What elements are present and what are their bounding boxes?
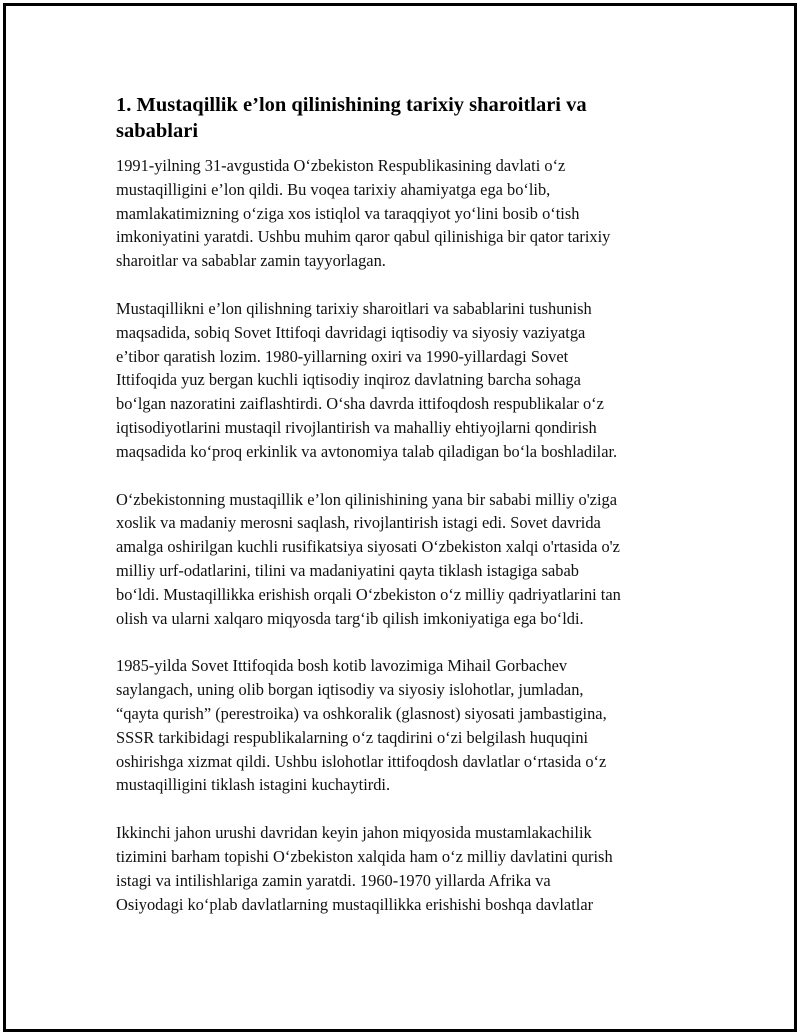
paragraph-line: tizimini barham topishi O‘zbekiston xalqida ham o‘z milliy davlatini qurish: [116, 846, 613, 866]
paragraph-line: Ittifoqida yuz bergan kuchli iqtisodiy inqiroz davlatning barcha sohaga: [116, 370, 581, 390]
section-heading: [116, 92, 686, 144]
paragraph-line: maqsadida, sobiq Sovet Ittifoqi davridagi iqtisodiy va siyosiy vaziyatga: [116, 322, 586, 342]
paragraph-line: mamlakatimizning o‘ziga xos istiqlol va taraqqiyot yo‘lini bosib o‘tish: [116, 203, 580, 223]
paragraph-2: [116, 297, 686, 464]
paragraph-1: [116, 154, 686, 273]
paragraph-line: sharoitlar va sabablar zamin tayyorlagan.: [116, 251, 386, 271]
paragraph-line: mustaqilligini tiklash istagini kuchaytirdi.: [116, 775, 391, 795]
heading-line: 1. Mustaqillik e’lon qilinishining tarixiy sharoitlari va: [116, 94, 587, 116]
paragraph-line: xoslik va madaniy merosni saqlash, rivojlantirish istagi edi. Sovet davrida: [116, 513, 601, 533]
paragraph-line: olish va ularni xalqaro miqyosda targ‘ib qilish imkoniyatiga ega bo‘ldi.: [116, 608, 584, 628]
paragraph-line: SSSR tarkibidagi respublikalarning o‘z taqdirini o‘zi belgilash huquqini: [116, 727, 589, 747]
paragraph-line: “qayta qurish” (perestroika) va oshkoralik (glasnost) siyosati jambastigina,: [116, 703, 607, 723]
paragraph-line: Ikkinchi jahon urushi davridan keyin jahon miqyosida mustamlakachilik: [116, 823, 592, 843]
paragraph-line: Mustaqillikni e’lon qilishning tarixiy sharoitlari va sabablarini tushunish: [116, 298, 592, 318]
paragraph-line: Osiyodagi ko‘plab davlatlarning mustaqillikka erishishi boshqa davlatlar: [116, 894, 594, 914]
paragraph-line: bo‘lgan nazoratini zaiflashtirdi. O‘sha davrda ittifoqdosh respublikalar o‘z: [116, 394, 604, 414]
paragraph-line: iqtisodiyotlarini mustaqil rivojlantirish va mahalliy ehtiyojlarni qondirish: [116, 417, 597, 437]
paragraph-4: [116, 654, 686, 797]
paragraph-3: [116, 488, 686, 631]
paragraph-line: O‘zbekistonning mustaqillik e’lon qilinishining yana bir sababi milliy o'ziga: [116, 489, 617, 509]
heading-line: sabablari: [116, 120, 199, 142]
paragraph-line: istagi va intilishlariga zamin yaratdi. 1960-1970 yillarda Afrika va: [116, 870, 551, 890]
paragraph-line: bo‘ldi. Mustaqillikka erishish orqali O‘zbekiston o‘z milliy qadriyatlarini tan: [116, 584, 621, 604]
document-body: [116, 92, 686, 940]
paragraph-line: 1985-yilda Sovet Ittifoqida bosh kotib lavozimiga Mihail Gorbachev: [116, 656, 568, 676]
paragraph-line: milliy urf-odatlarini, tilini va madaniyatini qayta tiklash istagiga sabab: [116, 560, 579, 580]
paragraph-line: mustaqilligini e’lon qildi. Bu voqea tarixiy ahamiyatga ega bo‘lib,: [116, 179, 551, 199]
paragraph-5: [116, 821, 686, 916]
paragraph-line: saylangach, uning olib borgan iqtisodiy va siyosiy islohotlar, jumladan,: [116, 680, 584, 700]
paragraph-line: imkoniyatini yaratdi. Ushbu muhim qaror qabul qilinishiga bir qator tarixiy: [116, 227, 611, 247]
paragraph-line: e’tibor qaratish lozim. 1980-yillarning oxiri va 1990-yillardagi Sovet: [116, 346, 569, 366]
paragraph-line: 1991-yilning 31-avgustida O‘zbekiston Respublikasining davlati o‘z: [116, 156, 566, 175]
paragraph-line: maqsadida ko‘proq erkinlik va avtonomiya talab qiladigan bo‘la boshladilar.: [116, 441, 618, 461]
paragraph-line: oshirishga xizmat qildi. Ushbu islohotlar ittifoqdosh davlatlar o‘rtasida o‘z: [116, 751, 607, 771]
paragraph-line: amalga oshirilgan kuchli rusifikatsiya siyosati O‘zbekiston xalqi o'rtasida o'z: [116, 537, 620, 557]
